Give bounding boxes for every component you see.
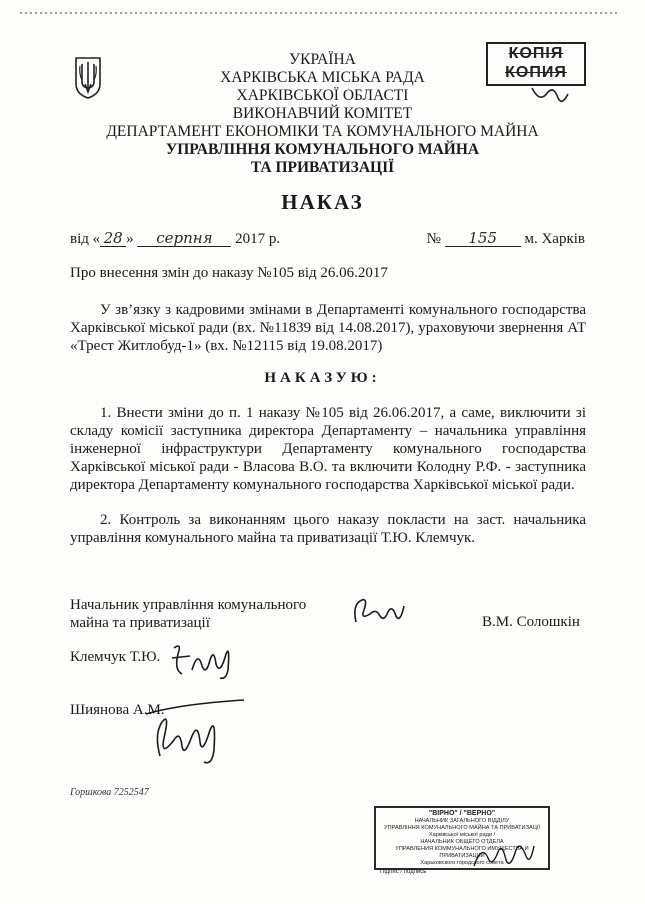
visa-klemchuk-signature	[168, 640, 234, 682]
executor-note: Горшкова 7252547	[70, 787, 149, 798]
date-day: 28	[100, 231, 126, 247]
stamp-title: "ВІРНО" / "ВЕРНО"	[428, 810, 496, 817]
header-region: ХАРКІВСЬКОЇ ОБЛАСТІ	[236, 87, 409, 104]
head-signature	[350, 594, 406, 630]
header-council: ХАРКІВСЬКА МІСЬКА РАДА	[220, 69, 425, 86]
visa-shyianova: Шиянова А.М.	[70, 702, 165, 718]
city: м. Харків	[520, 231, 585, 247]
stamp-line-1: НАЧАЛЬНИК ЗАГАЛЬНОГО ВІДДІЛУ	[414, 818, 510, 824]
header-country: УКРАЇНА	[289, 51, 356, 68]
copy-stamp-rus: КОПИЯ	[505, 64, 567, 81]
document-title: НАКАЗ	[281, 190, 364, 214]
header-office: УПРАВЛІННЯ КОМУНАЛЬНОГО МАЙНА	[165, 141, 480, 158]
date-quote: »	[126, 231, 134, 247]
header-office-cont: ТА ПРИВАТИЗАЦІЇ	[250, 159, 395, 176]
order-item-1: 1. Внести зміни до п. 1 наказу №105 від 26.06.2017, а саме, виключити зі складу комісії заступника директора Департаменту – начальника управління інженерної інфраструктури Департаменту комунального господарства Харківської міської ради - Власова В.О. та включити Колодну Р.Ф. - заступника директора Департаменту комунального господарства Харківської міської ради.	[70, 405, 586, 493]
stamp-line-6: Харьковского городского совета	[420, 860, 504, 866]
header-committee: ВИКОНАВЧИЙ КОМІТЕТ	[232, 105, 413, 122]
date-number-line	[70, 231, 585, 251]
visa-klemchuk: Клемчук Т.Ю.	[70, 649, 161, 665]
date-prefix: від «	[70, 231, 101, 247]
copy-stamp-ukr: КОПІЯ	[508, 45, 564, 62]
stamp-signature	[470, 838, 536, 872]
order-number	[427, 231, 585, 248]
signatory-position-line2: майна та приватизації	[70, 615, 210, 631]
preamble-paragraph: У зв’язку з кадровими змінами в Департаменті комунального господарства Харківської міської ради (вх. №11839 від 14.08.2017), ураховуючи звернення АТ «Трест Житлобуд-1» (вх. №12115 від 19.08.2017)	[70, 302, 586, 354]
number-value: 155	[445, 231, 521, 247]
order-item-2: 2. Контроль за виконанням цього наказу покласти на заст. начальника управління комунального майна та приватизації Т.Ю. Клемчук.	[70, 512, 586, 546]
signatory-position-line1: Начальник управління комунального	[70, 597, 307, 613]
stamp-sign-label: Підпис / подпись	[380, 869, 427, 875]
date-month: серпня	[137, 231, 231, 247]
scan-artifact-line	[20, 12, 620, 14]
signatory-name: В.М. Солошкін	[482, 614, 580, 630]
visa-shyianova-signature	[140, 694, 248, 768]
copy-stamp	[486, 42, 586, 86]
header-department: ДЕПАРТАМЕНТ ЕКОНОМІКИ ТА КОМУНАЛЬНОГО МАЙНА	[106, 123, 539, 140]
stamp-line-4: НАЧАЛЬНИК ОБЩЕГО ОТДЕЛА	[420, 839, 504, 845]
stamp-line-5: УПРАВЛЕНИЯ КОММУНАЛЬНОГО ИМУЩЕСТВА И ПРИВАТИЗАЦИИ	[395, 846, 529, 859]
stamp-line-2: УПРАВЛІННЯ КОМУНАЛЬНОГО МАЙНА ТА ПРИВАТИЗАЦІЇ	[384, 825, 540, 831]
order-keyword: НАКАЗУЮ:	[264, 370, 381, 386]
order-subject: Про внесення змін до наказу №105 від 26.06.2017	[70, 265, 388, 281]
order-date	[70, 231, 280, 248]
signatory-position	[70, 596, 306, 632]
stamp-line-3: Харківської міської ради /	[428, 832, 496, 838]
stamp-squiggle-icon	[530, 84, 570, 108]
date-year: 2017 р.	[231, 231, 281, 247]
number-prefix: №	[426, 231, 441, 247]
